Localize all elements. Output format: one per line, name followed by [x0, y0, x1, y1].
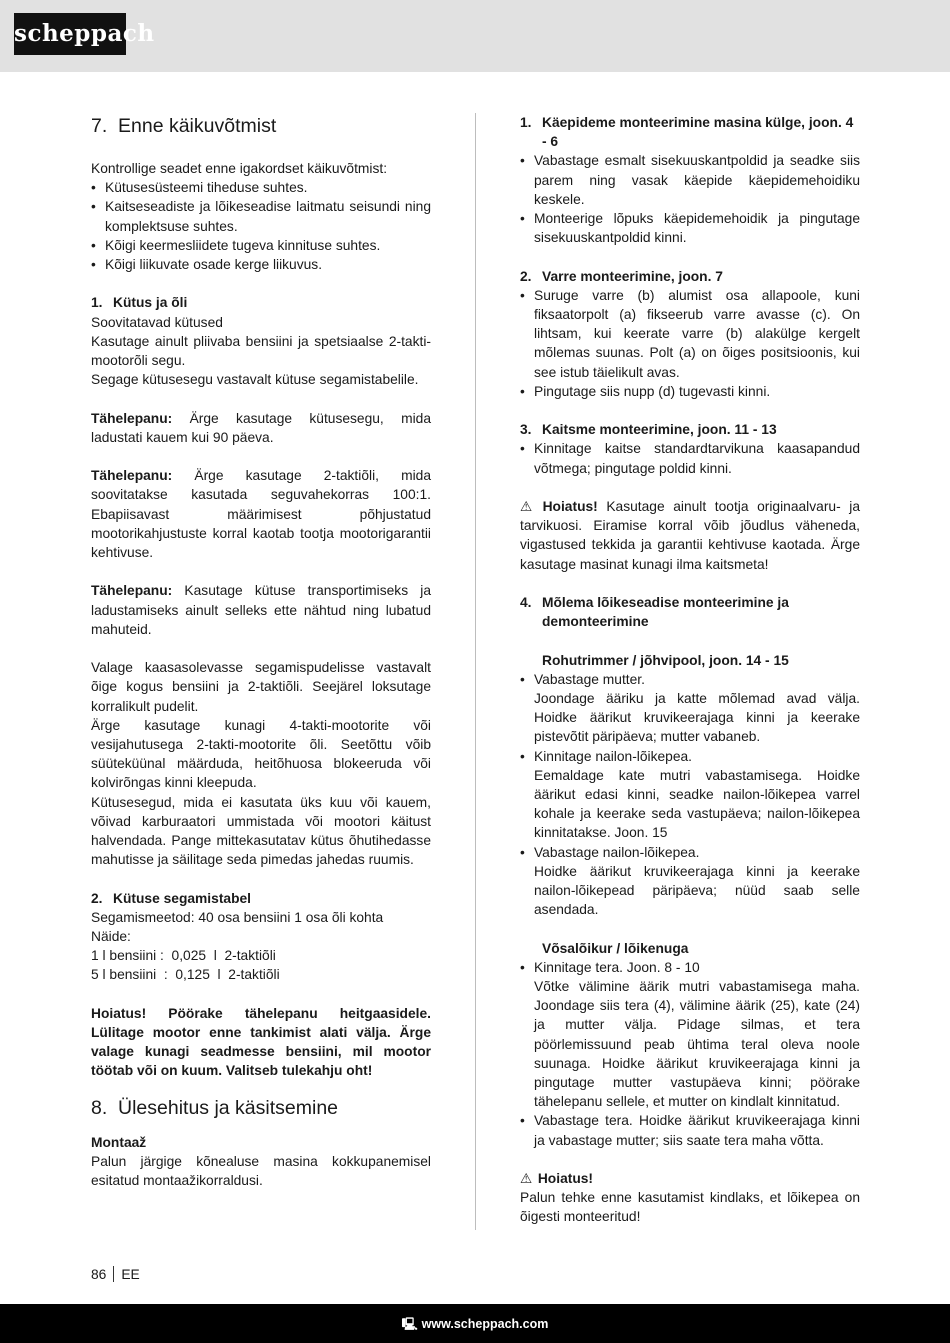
scheppach-logo: scheppach: [14, 13, 126, 55]
mix-number: 2.: [91, 890, 103, 906]
brush-list: [520, 958, 860, 1150]
item-head: • Kinnitage nailon-lõikepea.: [534, 748, 693, 764]
item-body: Hoidke äärikut kruvikeerajaga kinni ja keerake nailon-lõikepead päripäeva; nüüd saab selle asendada.: [534, 863, 860, 918]
fuel-number: 1.: [91, 295, 103, 311]
website-link[interactable]: [0, 1315, 950, 1336]
cutting-head-warning-title: [520, 1169, 860, 1188]
shaft-list: [520, 286, 860, 401]
note-90-days: [91, 409, 431, 447]
guard-title: Kaitsme monteerimine, joon. 11 - 13: [542, 422, 777, 438]
note-containers: [91, 581, 431, 639]
computer-icon: 🖳: [401, 1317, 418, 1331]
section-8-title: Ülesehitus ja käsitsemine: [118, 1096, 339, 1119]
mix-table-heading: [91, 889, 431, 908]
page-number: 86: [91, 1267, 107, 1282]
brush-heading: Võsalõikur / lõikenuga: [542, 940, 689, 956]
mix-method: Segamismeetod: 40 osa bensiini 1 osa õli kohta: [91, 909, 384, 925]
list-item: • Vabastage esmalt sisekuuskantpoldid ja seadke siis parem ning vasak käepide käepidemehoidiku keskele.: [520, 151, 860, 209]
parts-warning: [520, 497, 860, 574]
section-7-title: Enne käikuvõtmist: [118, 115, 277, 137]
list-item: [520, 670, 860, 747]
mix-row: 1 l bensiini : 0,025 l 2-taktiõli: [91, 948, 276, 964]
list-item: • Kõigi liikuvate osade kerge liikuvus.: [91, 255, 431, 274]
warning-text: Kasutage ainult tootja originaalvaru- ja tarvikuosi. Eiramise korral võib jõudlus väheneda, vigastused tekkida ja garantii kehtivuse kaotada. Ärge kasutage masinat kunagi ilma kaitsmeta!: [520, 499, 860, 572]
guard-number: 3.: [520, 422, 532, 438]
warning-label: Hoiatus!: [537, 1171, 594, 1187]
handle-title: Käepideme monteerimine masina külge, joon. 4 - 6: [542, 115, 854, 150]
item-head: • Vabastage nailon-lõikepea.: [534, 844, 700, 860]
note-text: Ärge kasutage kütusesegu, mida ladustati kauem kui 90 päeva.: [91, 410, 431, 445]
cutting-head-warning-text: Palun tehke enne kasutamist kindlaks, et lõikepea on õigesti monteeritud!: [520, 1190, 860, 1225]
note-label: Tähelepanu:: [91, 583, 173, 599]
separator: [113, 1266, 114, 1282]
handle-heading: [520, 113, 860, 151]
warning-icon: ⚠: [520, 1171, 533, 1187]
language-code: EE: [121, 1267, 140, 1282]
warning-label: Hoiatus!: [542, 499, 598, 515]
cutting-number: 4.: [520, 595, 532, 611]
mix-title: Kütuse segamistabel: [113, 890, 252, 906]
handle-number: 1.: [520, 115, 532, 130]
page-header: [0, 0, 950, 72]
mix-row: 5 l bensiini : 0,125 l 2-taktiõli: [91, 967, 280, 983]
never-text: Ärge kasutage kunagi 4-takti-mootorite või vesijahutusega 2-takti-mootorite õli. Seetõttu võib süüteküünal määrduda, heitõhuosa blokeeruda või kolvirõngas kinni kleepuda.: [91, 717, 431, 791]
item-head: • Vabastage tera. Hoidke äärikut kruvikeerajaga kinni ja vabastage mutter; siis saate tera maha võtta.: [534, 1113, 860, 1148]
section-7-number: 7.: [91, 115, 108, 137]
assembly-title: Montaaž: [91, 1134, 147, 1150]
assembly-text: Palun järgige kõnealuse masina kokkupanemisel esitatud montaažikorraldusi.: [91, 1153, 431, 1189]
right-column: [520, 113, 860, 1227]
list-item: [520, 747, 860, 843]
fuel-title: Kütus ja õli: [113, 295, 188, 311]
list-item: • Kinnitage kaitse standardtarvikuna kaasapandud võtmega; pingutage poldid kinni.: [520, 439, 860, 477]
page-number-area: [91, 1265, 140, 1284]
note-oil-ratio: [91, 466, 431, 562]
trimmer-heading: Rohutrimmer / jõhvipool, joon. 14 - 15: [542, 652, 789, 668]
list-item: [520, 843, 860, 920]
guard-heading: [520, 420, 860, 439]
fuel-line: Segage kütusesegu vastavalt kütuse segamistabelile.: [91, 372, 419, 388]
cutting-title: Mõlema lõikeseadise monteerimine ja demonteerimine: [542, 595, 789, 630]
list-item: [520, 1111, 860, 1149]
handle-list: [520, 151, 860, 247]
note-label: Tähelepanu:: [91, 468, 173, 484]
intro-text: Kontrollige seadet enne igakordset käikuvõtmist:: [91, 161, 388, 176]
checks-list: [91, 178, 431, 274]
unused-text: Kütusesegud, mida ei kasutata üks kuu või kauem, võivad karburaatori ummistada või mootori käitust halvendada. Pange mittekasutatav kütus õhutihedasse mahutisse ja säilitage seda pimedas jahedas ruumis.: [91, 794, 431, 868]
note-label: Tähelepanu:: [91, 410, 173, 426]
shaft-number: 2.: [520, 268, 532, 284]
list-item: • Kütusesüsteemi tiheduse suhtes.: [91, 178, 431, 197]
website-url: www.scheppach.com: [421, 1317, 549, 1331]
mix-example: Näide:: [91, 929, 131, 945]
shaft-heading: [520, 267, 860, 286]
cutting-heading: [520, 593, 860, 631]
item-body: Võtke välimine äärik mutri vabastamisega maha. Joondage siis tera (4), välimine äärik (25), kate (24) ja mutter välja. Pidage silmas, et tera pöörlemissuund peab ühtima teral oleva noole suunaga. Hoidke äärikut kruvikeerajaga kinni ja pingutage mutter vastupäeva kinni; pöörake tähelepanu sellele, et mutter on kindlalt kinnitatud.: [534, 979, 860, 1110]
item-body: Joondage ääriku ja katte mõlemad avad välja. Hoidke äärikut kruvikeerajaga kinni ja keerake pistevõtit päripäeva; mutter vabaneb.: [534, 691, 860, 745]
list-item: [520, 958, 860, 1112]
fuel-heading: [91, 293, 431, 312]
list-item: • Suruge varre (b) alumist osa allapoole, kuni fiksaatorpolt (a) fikseerub varre avasse (c). On lihtsam, kui keerate varre (b) alakülge kergelt mõlemas suunas. Polt (a) on õiges positsioonis, kui see istub täielikult avas.: [520, 286, 860, 382]
note-text: Ärge kasutage 2-taktiõli, mida soovitatakse kasutada seguvahekorras 100:1. Ebapiisavast määrimisest põhjustatud mootorikahjustuste korral kaotab tootja mootorigarantii kehtivuse.: [91, 468, 431, 561]
column-divider: [475, 113, 476, 1230]
list-item: • Pingutage siis nupp (d) tugevasti kinni.: [520, 382, 860, 401]
fuel-line: Soovitatavad kütused: [91, 314, 223, 330]
section-7-heading: [91, 113, 431, 139]
item-body: Eemaldage kate mutri vabastamisega. Hoidke äärikut edasi kinni, seadke nailon-lõikepea varrel kohale ja keerake seda vastupäeva; nailon-lõikepea kinnitatakse. Joon. 15: [534, 767, 860, 841]
trimmer-list: [520, 670, 860, 920]
section-8-heading: [91, 1095, 431, 1121]
section-8-number: 8.: [91, 1096, 108, 1119]
left-column: [91, 113, 431, 1190]
exhaust-warning: Hoiatus! Pöörake tähelepanu heitgaasidele. Lülitage mootor enne tankimist alati välja. Ärge valage kunagi seadmesse bensiini, mil mootor töötab või on kuum. Valitseb tulekahju oht!: [91, 1005, 431, 1079]
note-text: Kasutage kütuse transportimiseks ja ladustamiseks ainult selleks ette nähtud ning lubatud mahuteid.: [91, 583, 431, 637]
page-footer: [0, 1304, 950, 1343]
guard-list: [520, 439, 860, 477]
list-item: • Kõigi keermesliidete tugeva kinnituse suhtes.: [91, 236, 431, 255]
item-head: • Vabastage mutter.: [534, 671, 645, 687]
fuel-line: Kasutage ainult pliivaba bensiini ja spetsiaalse 2-takti-mootorõli segu.: [91, 333, 431, 369]
list-item: • Kaitseseadiste ja lõikeseadise laitmatu seisundi ning komplektsuse suhtes.: [91, 197, 431, 235]
pour-text: Valage kaasasolevasse segamispudelisse vastavalt õige kogus bensiini ja 2-taktiõli. Seejärel loksutage korralikult pudelit.: [91, 660, 431, 714]
list-item: • Monteerige lõpuks käepidemehoidik ja pingutage sisekuuskantpoldid kinni.: [520, 209, 860, 247]
item-head: • Kinnitage tera. Joon. 8 - 10: [534, 959, 700, 975]
shaft-title: Varre monteerimine, joon. 7: [542, 268, 723, 284]
warning-icon: ⚠: [520, 499, 533, 515]
